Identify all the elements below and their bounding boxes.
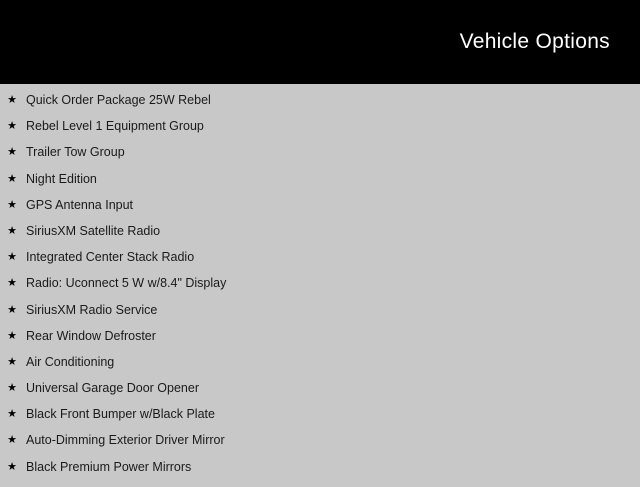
option-label: SiriusXM Radio Service	[26, 302, 158, 317]
option-label: Radio: Uconnect 5 W w/8.4" Display	[26, 276, 227, 291]
option-label: Black Front Bumper w/Black Plate	[26, 407, 215, 422]
list-item	[0, 94, 640, 120]
list-item	[0, 382, 640, 408]
list-item	[0, 461, 640, 487]
star-icon: ★	[7, 329, 17, 342]
star-icon: ★	[7, 434, 17, 447]
option-label: Night Edition	[26, 171, 97, 186]
star-icon: ★	[7, 355, 17, 368]
star-icon: ★	[7, 120, 17, 133]
list-item	[0, 251, 640, 277]
page-title: Vehicle Options	[459, 29, 610, 53]
list-item	[0, 225, 640, 251]
star-icon: ★	[7, 172, 17, 185]
list-item	[0, 330, 640, 356]
option-label: Trailer Tow Group	[26, 145, 125, 160]
star-icon: ★	[7, 146, 17, 159]
option-label: Integrated Center Stack Radio	[26, 250, 195, 265]
list-item	[0, 120, 640, 146]
star-icon: ★	[7, 408, 17, 421]
star-icon: ★	[7, 460, 17, 473]
list-item	[0, 356, 640, 382]
star-icon: ★	[7, 251, 17, 264]
option-label: Rear Window Defroster	[26, 328, 156, 343]
list-item	[0, 434, 640, 460]
list-item	[0, 277, 640, 303]
option-label: GPS Antenna Input	[26, 197, 134, 212]
list-item	[0, 408, 640, 434]
option-label: Rebel Level 1 Equipment Group	[26, 119, 204, 134]
page-header	[0, 0, 640, 84]
option-label: Auto-Dimming Exterior Driver Mirror	[26, 433, 225, 448]
list-item	[0, 304, 640, 330]
option-label: SiriusXM Satellite Radio	[26, 223, 161, 238]
star-icon: ★	[7, 382, 17, 395]
star-icon: ★	[7, 303, 17, 316]
star-icon: ★	[7, 277, 17, 290]
list-item	[0, 146, 640, 172]
option-label: Quick Order Package 25W Rebel	[26, 93, 211, 107]
vehicle-options-list	[0, 84, 640, 487]
option-label: Air Conditioning	[26, 354, 115, 369]
star-icon: ★	[7, 224, 17, 237]
list-item	[0, 199, 640, 225]
option-label: Universal Garage Door Opener	[26, 381, 199, 396]
star-icon: ★	[7, 198, 17, 211]
star-icon: ★	[7, 94, 17, 106]
list-item	[0, 173, 640, 199]
option-label: Black Premium Power Mirrors	[26, 459, 192, 474]
